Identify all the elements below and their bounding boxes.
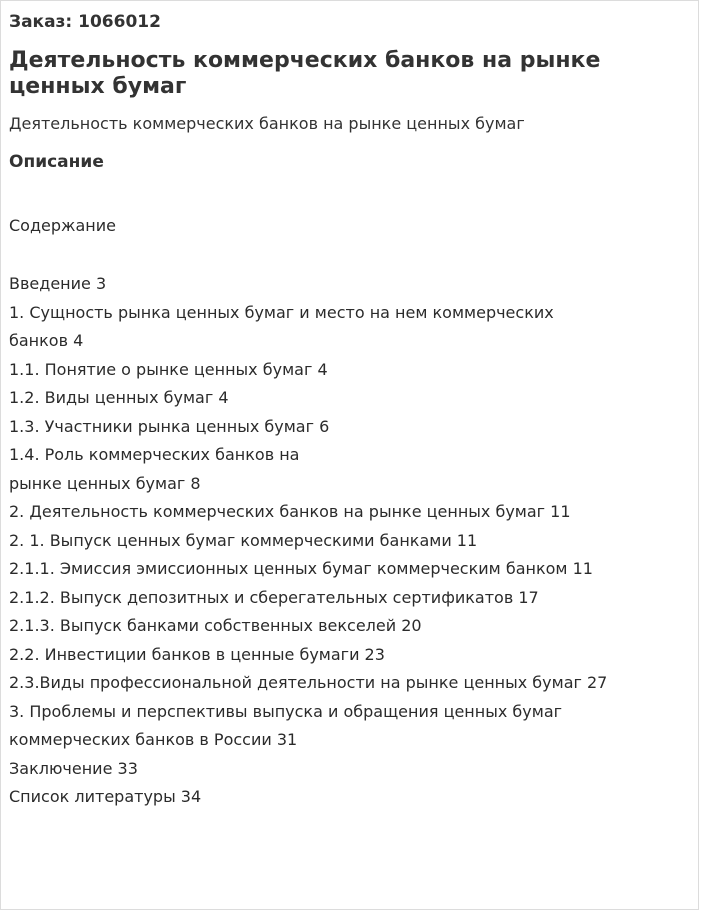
order-number: Заказ: 1066012 bbox=[9, 12, 161, 32]
toc-line: 1.1. Понятие о рынке ценных бумаг 4 bbox=[9, 359, 328, 379]
toc-line: 2. 1. Выпуск ценных бумаг коммерческими банками 11 bbox=[9, 530, 478, 550]
toc-line: 2.1.1. Эмиссия эмиссионных ценных бумаг коммерческим банком 11 bbox=[9, 559, 593, 578]
description-heading: Описание bbox=[9, 152, 104, 172]
toc-line: 1.3. Участники рынка ценных бумаг 6 bbox=[9, 416, 330, 436]
document-title: Деятельность коммерческих банков на рынке ценных бумаг bbox=[9, 48, 601, 99]
toc-line: 1.4. Роль коммерческих банков на bbox=[9, 445, 300, 464]
toc-line: 2.2. Инвестиции банков в ценные бумаги 23 bbox=[9, 644, 385, 664]
toc-line: 2. Деятельность коммерческих банков на рынке ценных бумаг 11 bbox=[9, 502, 571, 521]
toc-line: Список литературы 34 bbox=[9, 787, 202, 806]
toc-line: 2.1.2. Выпуск депозитных и сберегательных сертификатов 17 bbox=[9, 587, 539, 607]
toc-line: рынке ценных бумаг 8 bbox=[9, 473, 201, 493]
document-content bbox=[9, 0, 697, 812]
contents-heading: Содержание bbox=[9, 216, 116, 235]
toc-line: Введение 3 bbox=[9, 274, 107, 293]
table-of-contents bbox=[9, 270, 697, 812]
toc-line: 1.2. Виды ценных бумаг 4 bbox=[9, 388, 229, 407]
document-subtitle: Деятельность коммерческих банков на рынке ценных бумаг bbox=[9, 114, 525, 133]
toc-line: 3. Проблемы и перспективы выпуска и обращения ценных бумаг bbox=[9, 701, 563, 721]
toc-line: 2.1.3. Выпуск банками собственных векселей 20 bbox=[9, 616, 422, 635]
toc-line: коммерческих банков в России 31 bbox=[9, 730, 298, 749]
toc-line: банков 4 bbox=[9, 331, 84, 350]
toc-line: 2.3.Виды профессиональной деятельности на рынке ценных бумаг 27 bbox=[9, 673, 608, 692]
toc-line: Заключение 33 bbox=[9, 758, 138, 778]
toc-line: 1. Сущность рынка ценных бумаг и место на нем коммерческих bbox=[9, 302, 554, 322]
